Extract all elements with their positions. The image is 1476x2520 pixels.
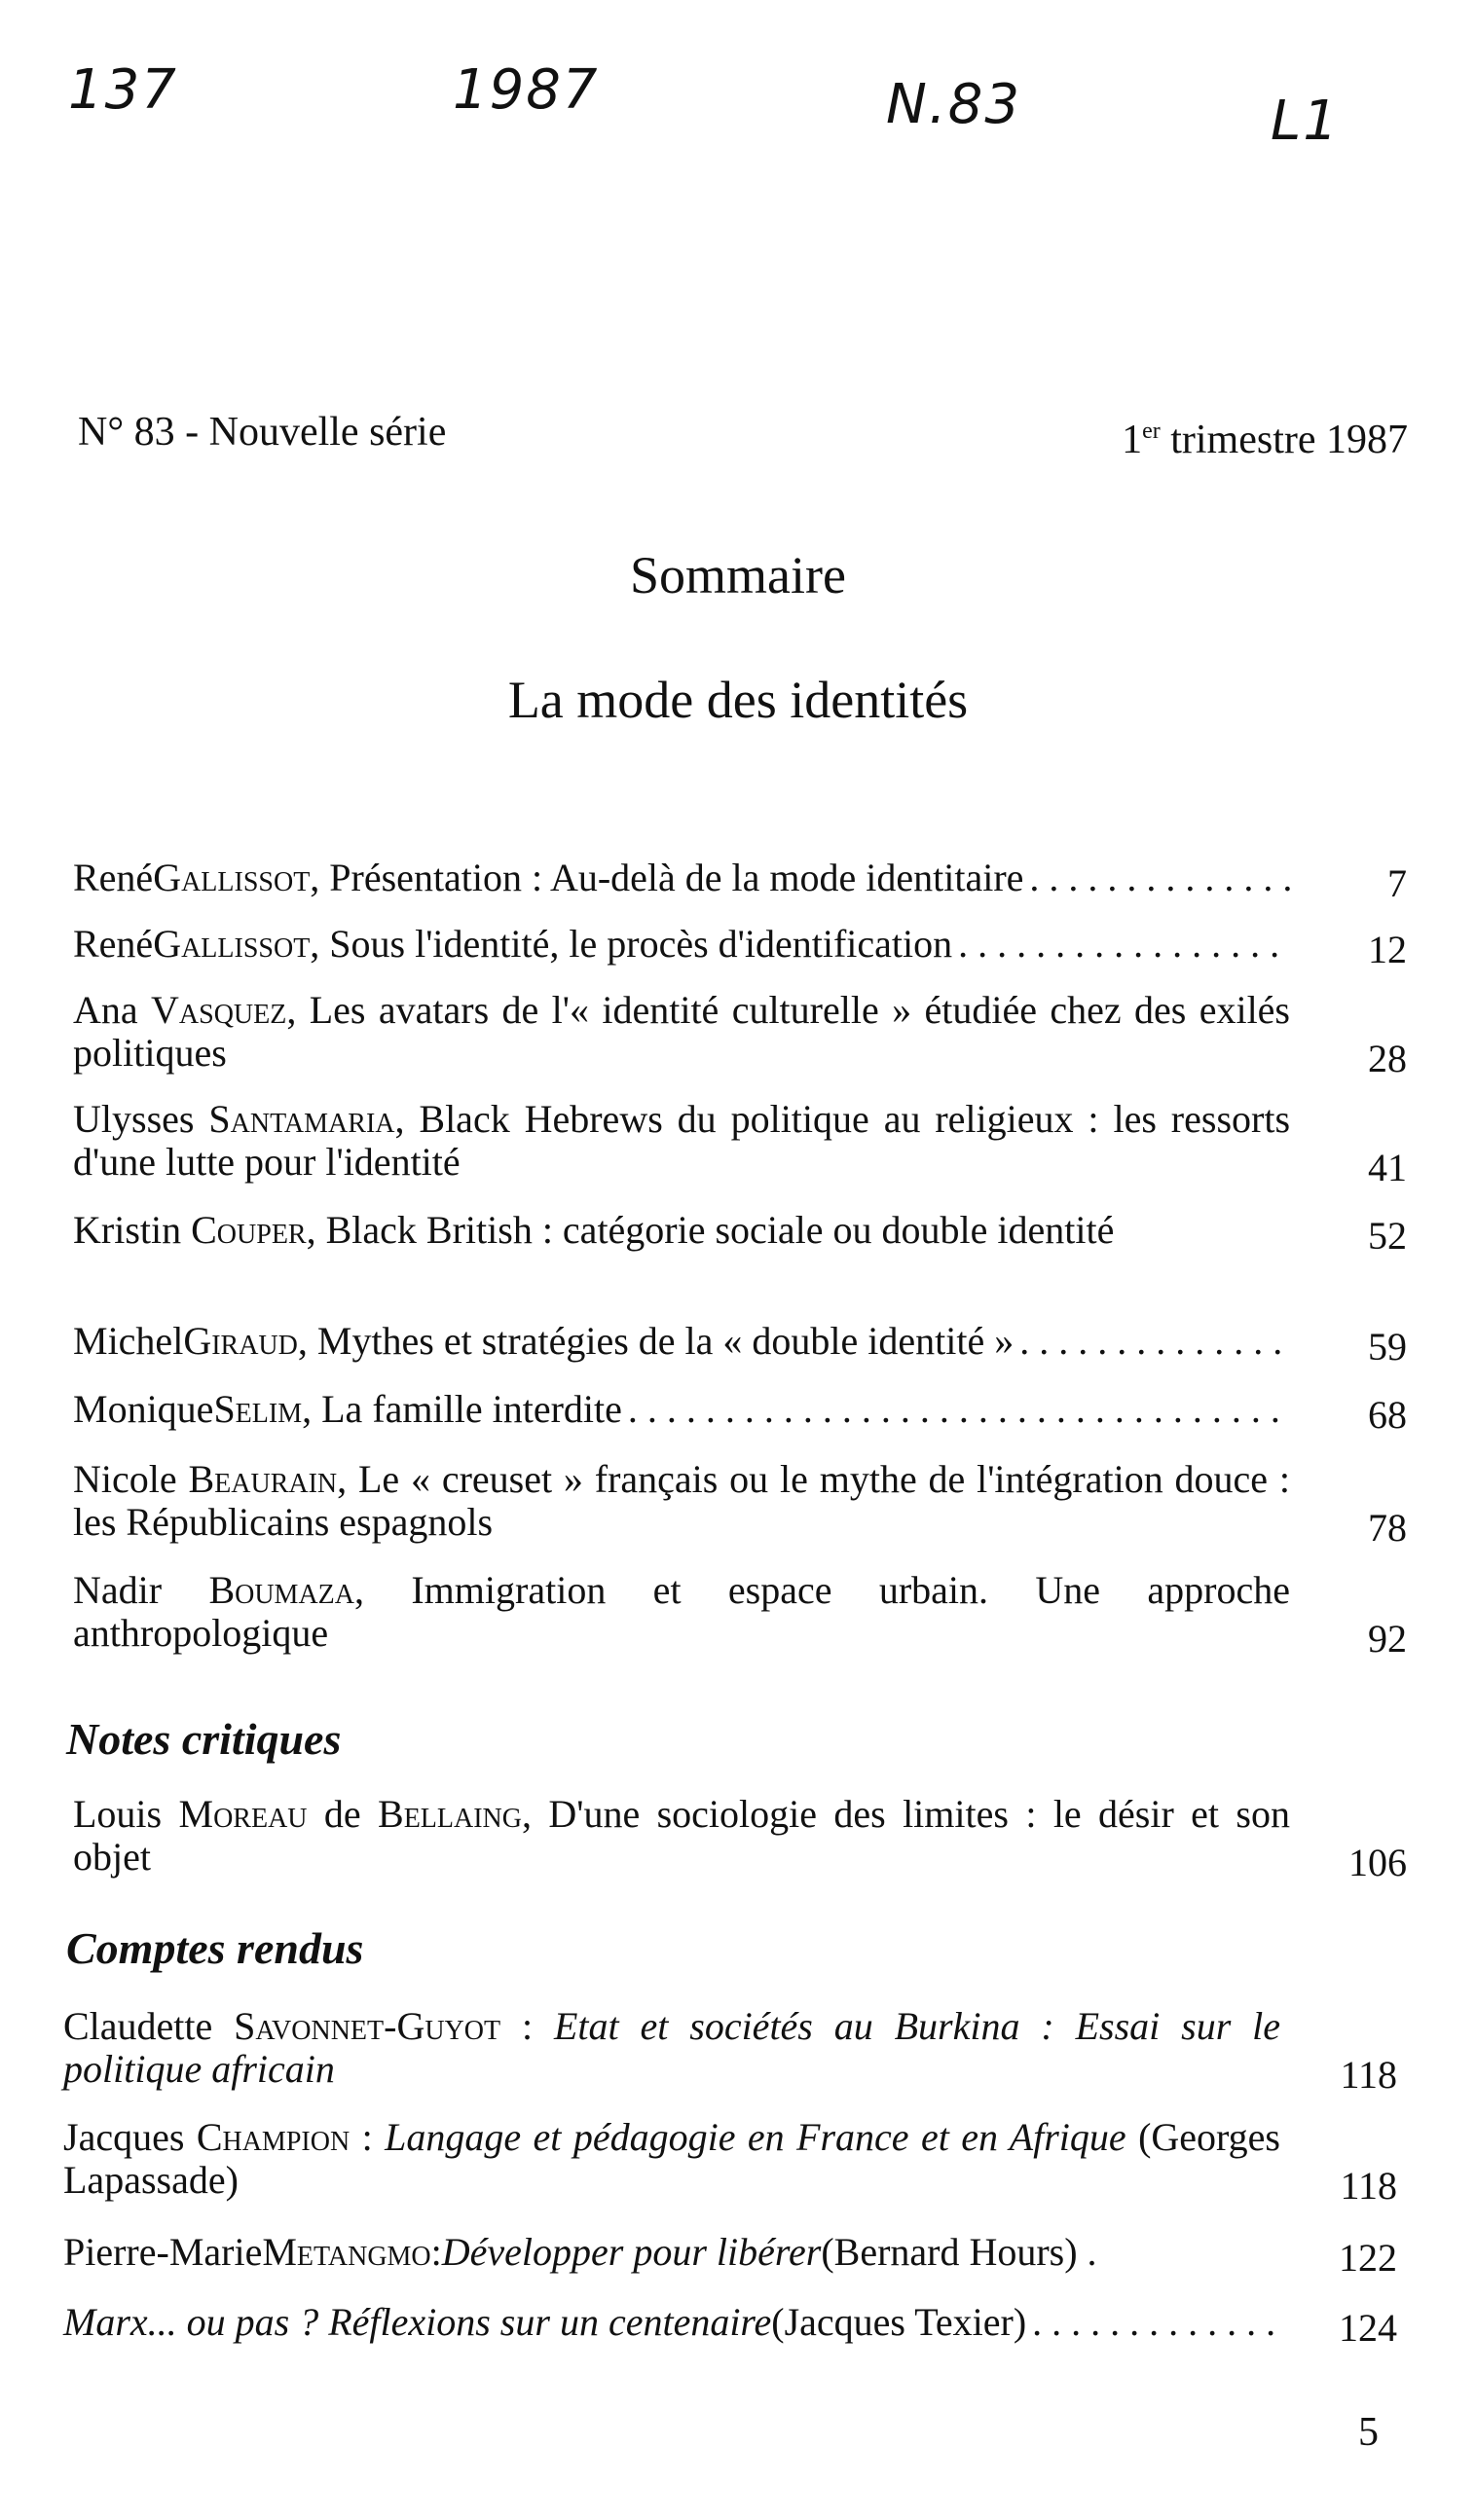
toc-entry (73, 922, 1407, 971)
author-last-2: Bellaing (378, 1792, 522, 1836)
review-entry (63, 2300, 1397, 2350)
page-number: 12 (1368, 928, 1407, 971)
author-first: Nadir (73, 1568, 209, 1612)
author-first: Michel (73, 1319, 184, 1363)
entry-text (73, 989, 1290, 1075)
author-first: Louis (73, 1792, 179, 1836)
author-last: Selim (213, 1387, 303, 1431)
entry-text (63, 2116, 1280, 2202)
book-title: Etat et sociétés au Burkina : Essai sur le politique africain (63, 2004, 1281, 2091)
article-title: , D'une sociologie des limites : le désir et son objet (73, 1792, 1290, 1879)
period-label (1122, 417, 1408, 463)
review-entry (63, 2230, 1397, 2280)
author-last: Gallissot (153, 922, 311, 966)
entry-text (73, 1569, 1290, 1655)
author-last: Giraud (183, 1319, 298, 1363)
book-title: Développer pour libérer (441, 2230, 822, 2274)
review-entry (63, 2115, 1397, 2208)
author-last: Champion (196, 2115, 351, 2159)
page-number: 78 (1368, 1506, 1407, 1550)
notes-critiques-heading: Notes critiques (66, 1714, 342, 1764)
handwritten-year: 1987 (453, 58, 600, 122)
entry-text (73, 1209, 1290, 1252)
page-number: 7 (1387, 861, 1407, 905)
handwritten-code: 137 (68, 58, 178, 122)
page-number: 122 (1339, 2236, 1397, 2280)
article-title: , La famille interdite (302, 1387, 622, 1431)
separator: : (430, 2230, 442, 2274)
entry-text (73, 1458, 1290, 1544)
author-first: Ana (73, 988, 152, 1032)
book-title: Langage et pédagogie en France et en Afrique (385, 2115, 1126, 2159)
sommaire-title: Sommaire (630, 546, 846, 604)
article-title: , Sous l'identité, le procès d'identification (310, 922, 953, 966)
entry-text (73, 1098, 1290, 1184)
toc-entry (73, 1319, 1407, 1369)
author-first: René (73, 856, 154, 899)
article-title: , Présentation : Au-delà de la mode identitaire (310, 856, 1024, 899)
toc-entry (73, 1208, 1407, 1258)
article-title: , Immigration et espace urbain. Une approche anthropologique (73, 1568, 1290, 1655)
author-last: Metangmo (262, 2230, 431, 2274)
author-last: Couper (191, 1208, 307, 1252)
author-first: Kristin (73, 1208, 192, 1252)
author-first: Ulysses (73, 1097, 209, 1141)
article-title: , Les avatars de l'« identité culturelle » étudiée chez des exilés politiques (73, 988, 1290, 1075)
issue-label: N° 83 - Nouvelle série (78, 410, 447, 455)
reviewer: (Jacques Texier) (771, 2300, 1027, 2344)
theme-title: La mode des identités (507, 671, 969, 729)
page-number: 28 (1368, 1037, 1407, 1080)
reviewer: (Georges Lapassade) (63, 2115, 1280, 2202)
handwritten-number: N.83 (886, 73, 1021, 136)
entry-text (73, 1793, 1290, 1879)
article-title: , Mythes et stratégies de la « double identité » (297, 1319, 1015, 1363)
page-number: 118 (1340, 2164, 1397, 2208)
author-first: Pierre-Marie (63, 2230, 263, 2274)
article-title: , Le « creuset » français ou le mythe de l'intégration douce : les Républicains espagnols (73, 1457, 1291, 1544)
separator: : (350, 2115, 386, 2159)
toc-entry (73, 1387, 1407, 1437)
author-particle: de (307, 1792, 379, 1836)
toc-entry (73, 856, 1407, 905)
author-last: Gallissot (153, 856, 311, 899)
author-last: Moreau (178, 1792, 308, 1836)
handwritten-shelf-mark: L1 (1271, 90, 1340, 153)
period-ordinal-suffix: er (1142, 419, 1161, 444)
page-number: 106 (1348, 1841, 1407, 1884)
page-number: 92 (1368, 1617, 1407, 1661)
article-title: , Black British : catégorie sociale ou double identité (306, 1208, 1115, 1252)
toc-entry (73, 1568, 1407, 1661)
page-number: 41 (1368, 1146, 1407, 1189)
author-last: Boumaza (208, 1568, 354, 1612)
page-number: 59 (1368, 1325, 1407, 1369)
review-entry (63, 2004, 1397, 2097)
period-rest: trimestre 1987 (1160, 418, 1408, 462)
toc-entry (73, 988, 1407, 1080)
page-number: 52 (1368, 1214, 1407, 1258)
author-last: Savonnet-Guyot (234, 2004, 501, 2048)
toc-entry (73, 1097, 1407, 1189)
book-title: Marx... ou pas ? Réflexions sur un centenaire (63, 2300, 772, 2344)
author-first: Jacques (63, 2115, 197, 2159)
author-first: René (73, 922, 154, 966)
toc-entry (73, 1457, 1407, 1550)
page-number: 68 (1368, 1393, 1407, 1437)
comptes-rendus-heading: Comptes rendus (66, 1923, 364, 1973)
author-first: Nicole (73, 1457, 189, 1501)
reviewer: (Bernard Hours) . (821, 2230, 1097, 2274)
entry-text (63, 2005, 1280, 2091)
author-last: Beaurain (188, 1457, 338, 1501)
author-last: Santamaria (208, 1097, 395, 1141)
folio-page-number: 5 (1358, 2410, 1379, 2455)
period-ordinal: 1 (1122, 418, 1143, 462)
toc-entry (73, 1792, 1407, 1884)
author-first: Claudette (63, 2004, 235, 2048)
author-first: Monique (73, 1387, 214, 1431)
author-last: Vasquez (151, 988, 287, 1032)
page-number: 118 (1340, 2053, 1397, 2097)
article-title: , Black Hebrews du politique au religieux : les ressorts d'une lutte pour l'identité (73, 1097, 1291, 1184)
page-number: 124 (1339, 2306, 1397, 2350)
separator: : (500, 2004, 554, 2048)
